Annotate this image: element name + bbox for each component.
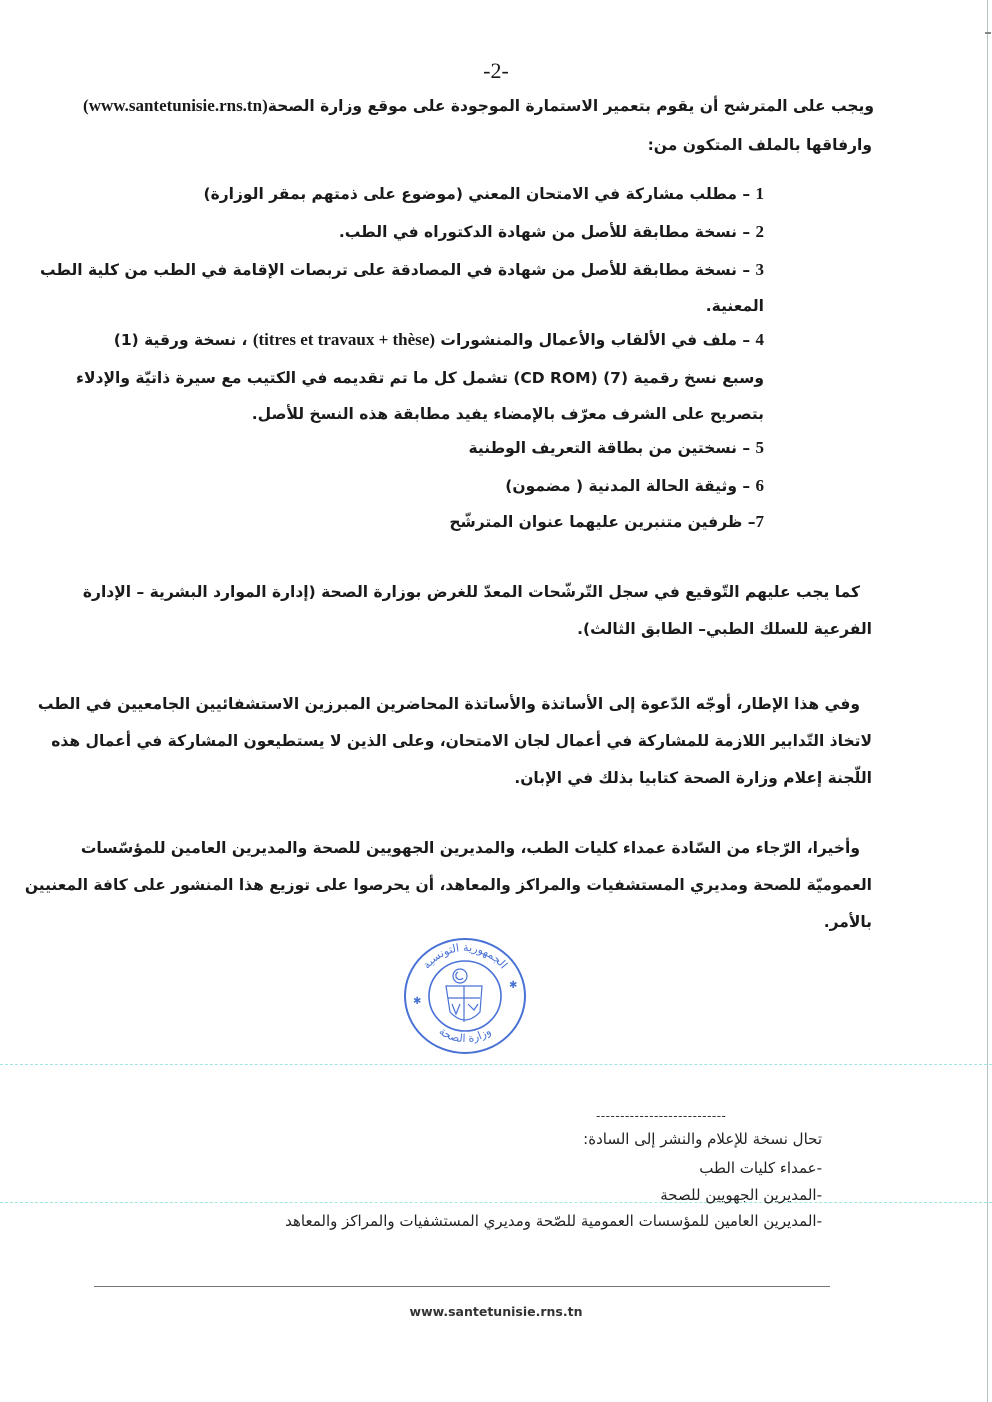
footer-divider [94,1286,830,1287]
separator-dashes: --------------------------- [596,1108,727,1123]
distribution-heading: تحال نسخة للإعلام والنشر إلى السادة: [583,1130,822,1148]
recipient-item: -عمداء كليات الطب [699,1159,822,1177]
item-text: – نسخة مطابقة للأصل من شهادة الدكتوراه في الطب. [338,223,756,241]
paragraph-2-line-3: اللّجنة إعلام وزارة الصحة كتابيا بذلك في الإبان. [514,769,872,787]
stamp-bottom-text: وزارة الصحة [436,1024,494,1046]
footer-url-link[interactable]: www.santetunisie.rns.tn [409,1304,583,1319]
page-number: -2- [483,58,509,83]
item-text: – مطلب مشاركة في الامتحان المعني (موضوع على ذمتهم بمقر الوزارة) [203,185,756,203]
intro-text: ويجب على المترشح أن يقوم بتعمير الاستمارة الموجودة على موقع وزارة الصحة [267,97,874,115]
item-text: – نسخة مطابقة للأصل من شهادة في المصادقة على تربصات الإقامة في الطب من كلية الطب [39,261,756,279]
stamp-top-text: الجمهورية التونسية [420,940,511,972]
item-text: – نسختين من بطاقة التعريف الوطنية [468,439,756,457]
list-item-6 [505,474,764,498]
list-item-1 [204,182,764,206]
item-number: 2 [755,222,764,241]
page-edge-guide [987,0,988,1402]
item-number: 6 [755,476,764,495]
list-item-4-line-3: بتصريح على الشرف معرّف بالإمضاء يفيد مطابقة هذه النسخ للأصل. [251,405,764,423]
list-item-3-cont: المعنية. [705,297,764,315]
paragraph-3-line-3: بالأمر. [823,913,872,931]
item-number: 1 [755,184,764,203]
list-item-7 [449,510,764,534]
item-text: – ظرفين متنبرين عليهما عنوان المترشّح [449,513,756,531]
paragraph-1-line-2: الفرعية للسلك الطبي– الطابق الثالث). [577,620,872,638]
paragraph-3-line-1: وأخيرا، الرّجاء من السّادة عمداء كليات الطب، والمديرين الجهويين للصحة والمديرين العامين للمؤسّسات [80,839,860,857]
intro-line-1 [83,94,874,118]
paragraph-2-line-2: لاتخاذ التّدابير اللازمة للمشاركة في أعمال لجان الامتحان، وعلى الذين لا يستطيعون المشاركة في أعمال هذه [51,732,872,750]
item-text: – ملف في الألقاب والأعمال والمنشورات [435,331,756,349]
ministry-stamp [400,932,530,1057]
page-edge-tick [985,32,991,34]
list-item-4-line-2: وسبع نسخ رقمية (7) (CD ROM) تشمل كل ما تم تقديمه في الكتيب مع سيرة ذاتيّة والإدلاء [76,369,764,387]
item-text: ، نسخة ورقية (1) [113,331,253,349]
scan-guide-line [0,1202,992,1203]
recipient-item: -المديرين الجهويين للصحة [660,1186,822,1204]
item-number: 7 [755,512,764,531]
paragraph-2-line-1: وفي هذا الإطار، أوجّه الدّعوة إلى الأساتذة والأساتذة المحاضرين المبرزين الاستشفائيين الجامعيين في الطب [37,695,860,713]
ministry-url-link[interactable]: (www.santetunisie.rns.tn) [83,96,268,115]
scan-guide-line [0,1064,992,1065]
list-item-2 [339,220,764,244]
paragraph-1-line-1: كما يجب عليهم التّوقيع في سجل التّرشّحات المعدّ للغرض بوزارة الصحة (إدارة الموارد البشرية – الإدارة [82,583,860,601]
stamp-star-icon: ✱ [509,980,518,991]
item-text: – وثيقة الحالة المدنية ( مضمون) [505,477,756,495]
recipient-item: -المديرين العامين للمؤسسات العمومية للصّحة ومديري المستشفيات والمراكز والمعاهد [285,1212,822,1230]
list-item-5 [469,436,764,460]
intro-line-2: وارفاقها بالملف المتكون من: [647,136,872,154]
item-number: 5 [755,438,764,457]
item-number: 4 [755,330,764,349]
stamp-star-icon: ✱ [413,996,422,1007]
paragraph-3-line-2: العموميّة للصحة ومديري المستشفيات والمراكز والمعاهد، أن يحرصوا على توزيع هذا المنشور على كافة المعنيين [24,876,872,894]
list-item-3 [40,258,764,282]
item-latin-text: (titres et travaux + thèse) [252,330,435,349]
coat-of-arms-icon [446,969,482,1022]
list-item-4 [114,328,764,352]
item-number: 3 [755,260,764,279]
